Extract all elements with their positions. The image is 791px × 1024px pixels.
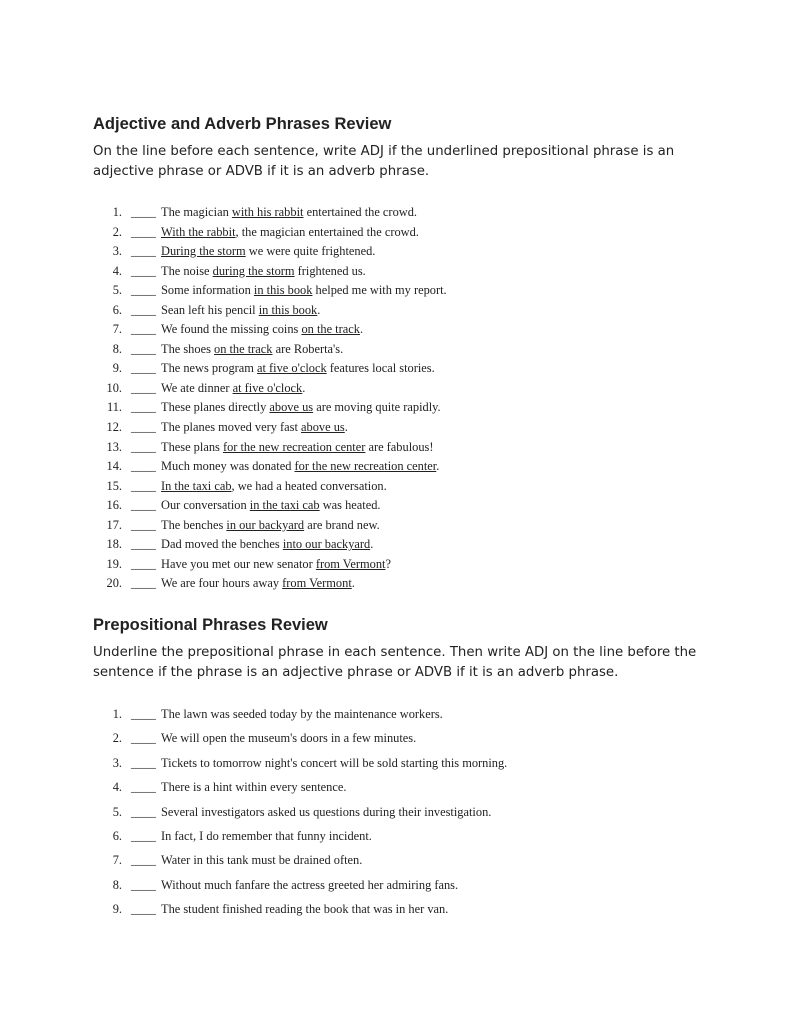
worksheet-page: Adjective and Adverb Phrases Review On the line before each sentence, write ADJ if the underlined prepositional phrase is an adjective phrase or ADVB if it is an adverb phrase. 1. ____ The magician with his rabbit entertained the crowd. 2. ____ With the rabbit, the magician entertained the crowd. 3. ____ During the storm we were quite frightened. 4. ____ The noise during the storm frightened us. 5. ____ Some information in this book helped me with my report. 6. ____ Sean left his pencil in this book. 7. ____ We found the missing coins on the track. 8. ____ The shoes on the track are Roberta's. 9. ____ The news program at five o'clock features local stories. 10. ____ We ate dinner at five o'clock. 11. ____ These planes directly above us are moving quite rapidly. 12. ____ The planes moved very fast above us. 13. ____ These plans for the new recreation center are fabulous! 14. ____ Much money was donated for the new recreation center. 15. ____ In the taxi cab, we had a heated conversation. 16. ____ Our conversation in the taxi cab was heated. 17. ____ The benches in our backyard are brand new. 18. ____ Dad moved the benches into our backyard. 19. ____ Have you met our new senator from Vermont? 20. ____ We are four hours away from Vermont. Prepositional Phrases Review Underline the prepositional phrase in each sentence. Then write ADJ on the line before the sentence if the phrase is an adjective phrase or ADVB if it is an adverb phrase. 1. ____ The lawn was seeded today by the maintenance workers. 2. ____ We will open the museum's doors in a few minutes. 3. ____ Tickets to tomorrow night's concert will be sold starting this morning. 4. ____ There is a hint within every sentence. 5. ____ Several investigators asked us questions during their investigation. 6. ____ In fact, I do remember that funny incident. 7. ____ Water in this tank must be drained often. 8. ____ Without much fanfare the actress greeted her admiring fans. 9. ____ The student finished reading the book that was in her van. — [0, 0, 791, 1024]
section1-instructions: On the line before each sentence, write ADJ if the underlined prepositional phrase is an adjective phrase or ADVB if it is an adverb phrase. — [93, 144, 675, 179]
section1-title: Adjective and Adverb Phrases Review — [93, 115, 392, 133]
section2-title: Prepositional Phrases Review — [93, 616, 328, 634]
section2-instructions: Underline the prepositional phrase in each sentence. Then write ADJ on the line before the sentence if the phrase is an adjective phrase or ADVB if it is an adverb phrase. — [93, 645, 697, 680]
